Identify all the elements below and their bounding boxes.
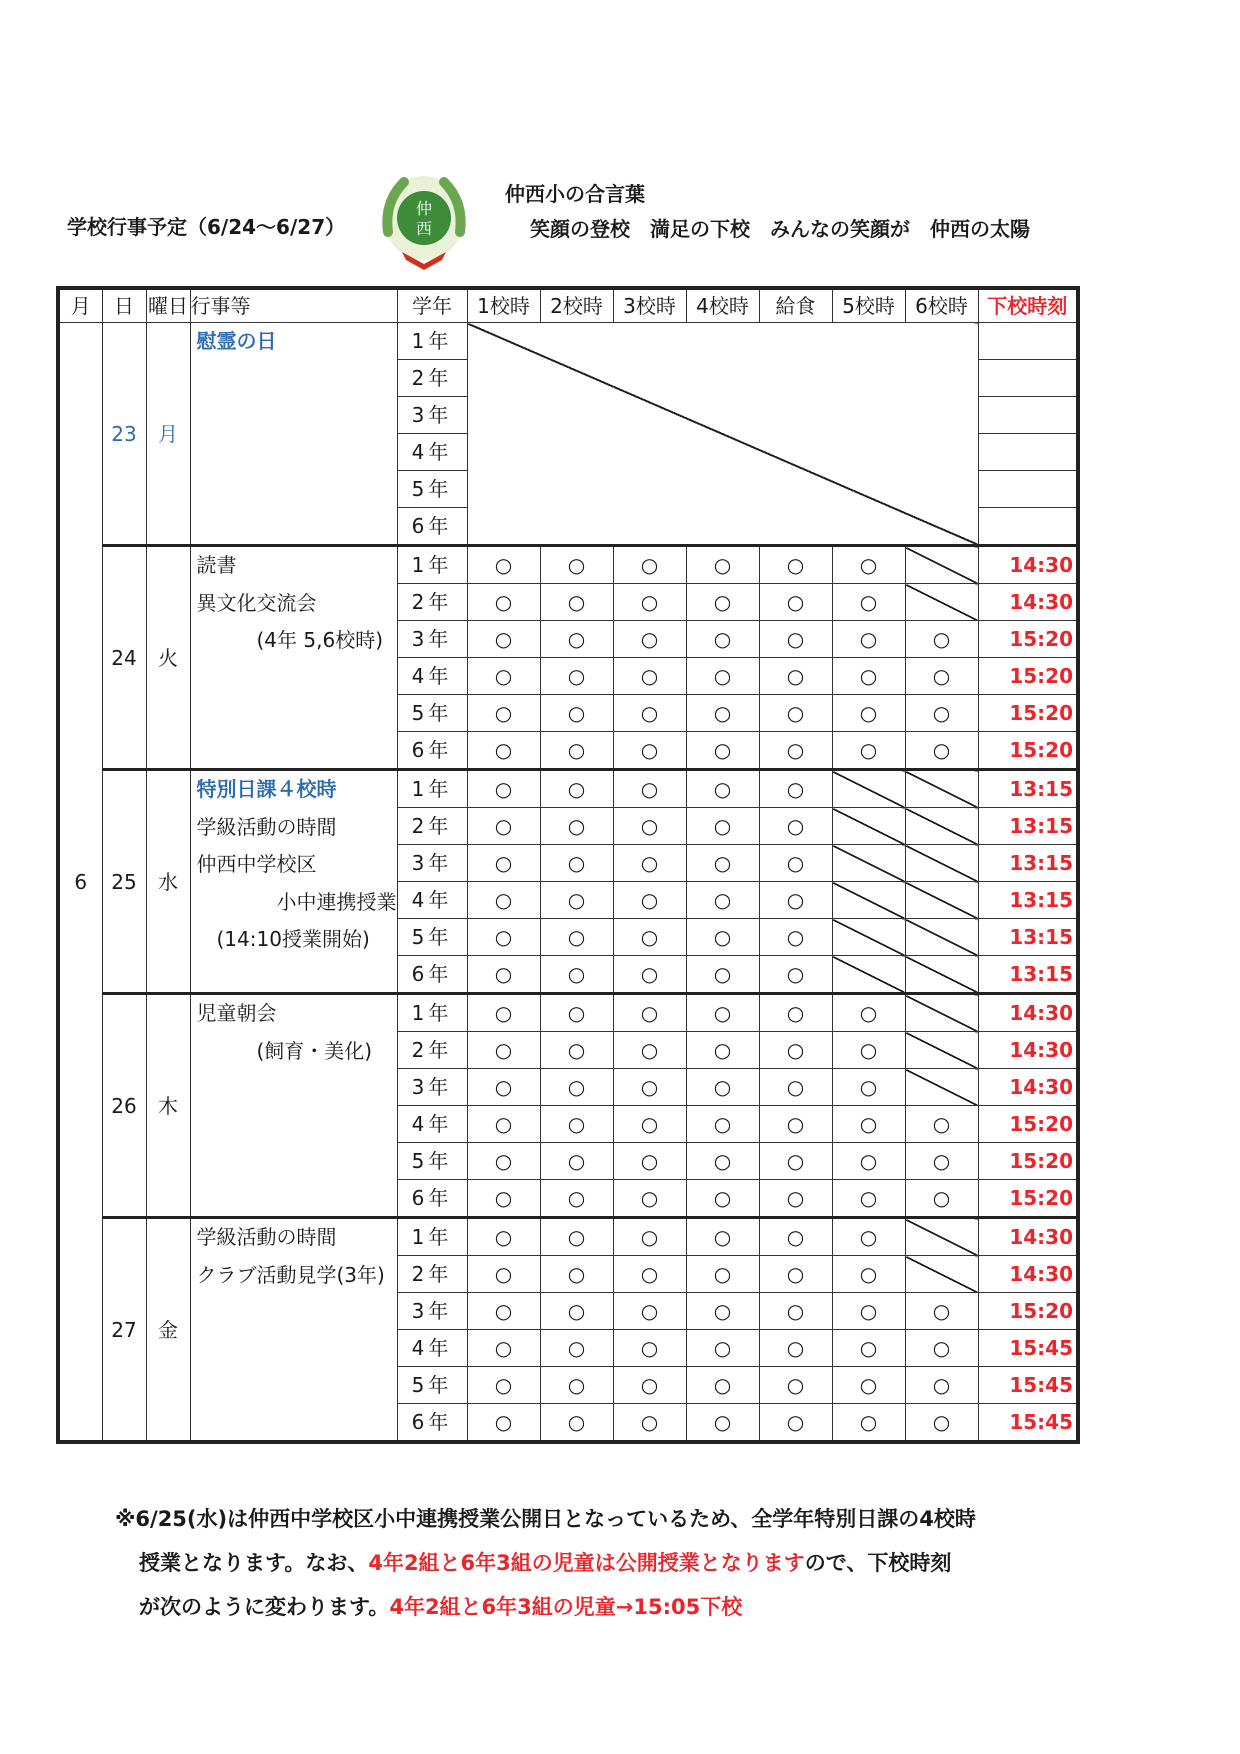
col-header: 5校時 (832, 288, 905, 323)
period-mark: ○ (832, 1180, 905, 1218)
col-header: 給食 (759, 288, 832, 323)
grade-cell: 6年 (397, 1404, 467, 1443)
period-mark: ○ (686, 994, 759, 1032)
date-cell: 24 (102, 546, 146, 770)
period-mark: ○ (540, 658, 613, 695)
period-mark: ○ (686, 658, 759, 695)
emblem-text-2: 西 (415, 219, 433, 238)
event-cell (190, 1218, 397, 1443)
period-mark: ○ (613, 1404, 686, 1443)
period-mark: ○ (905, 695, 978, 732)
period-mark: ○ (467, 845, 540, 882)
grade-cell: 4年 (397, 434, 467, 471)
period-mark: ○ (905, 1143, 978, 1180)
event-line: 児童朝会 (196, 1001, 277, 1025)
leave-time-cell: 14:30 (978, 1032, 1078, 1069)
period-none (905, 770, 978, 808)
period-mark: ○ (540, 956, 613, 994)
period-none (905, 919, 978, 956)
period-mark: ○ (540, 1032, 613, 1069)
schedule-title: 学校行事予定（6/24〜6/27） (67, 215, 346, 239)
grade-cell: 5年 (397, 471, 467, 508)
period-mark: ○ (832, 584, 905, 621)
grade-cell: 1年 (397, 770, 467, 808)
period-none (905, 546, 978, 584)
table-header (58, 288, 1078, 323)
period-mark: ○ (540, 919, 613, 956)
emblem-text-1: 仲 (415, 199, 433, 218)
leave-time-cell: 15:20 (978, 621, 1078, 658)
period-none (905, 956, 978, 994)
period-mark: ○ (686, 732, 759, 770)
period-mark: ○ (832, 1218, 905, 1256)
period-mark: ○ (832, 546, 905, 584)
period-mark: ○ (613, 1218, 686, 1256)
period-mark: ○ (832, 658, 905, 695)
period-mark: ○ (832, 1106, 905, 1143)
period-mark: ○ (467, 919, 540, 956)
leave-time-cell: 15:20 (978, 695, 1078, 732)
col-header: 行事等 (190, 288, 397, 323)
grade-cell: 6年 (397, 956, 467, 994)
leave-time-cell: 15:20 (978, 1180, 1078, 1218)
period-mark: ○ (759, 1106, 832, 1143)
period-mark: ○ (686, 1069, 759, 1106)
leave-time-cell: 13:15 (978, 919, 1078, 956)
period-mark: ○ (613, 919, 686, 956)
period-mark: ○ (540, 808, 613, 845)
footnote-line-3-red: 4年2組と6年3組の児童→15:05下校 (389, 1595, 743, 1619)
period-mark: ○ (686, 1180, 759, 1218)
period-mark: ○ (832, 695, 905, 732)
no-class-cell (467, 323, 978, 546)
leave-time-cell: 14:30 (978, 546, 1078, 584)
period-mark: ○ (759, 1256, 832, 1293)
period-mark: ○ (540, 994, 613, 1032)
event-line: 仲西中学校区 (196, 852, 317, 876)
leave-time-cell (978, 471, 1078, 508)
period-mark: ○ (759, 919, 832, 956)
weekday-cell: 水 (146, 770, 190, 994)
weekday-cell: 木 (146, 994, 190, 1218)
leave-time-cell: 13:15 (978, 956, 1078, 994)
period-mark: ○ (467, 546, 540, 584)
period-mark: ○ (686, 808, 759, 845)
period-mark: ○ (686, 1143, 759, 1180)
grade-cell: 6年 (397, 1180, 467, 1218)
period-mark: ○ (905, 621, 978, 658)
period-mark: ○ (467, 1218, 540, 1256)
period-mark: ○ (467, 956, 540, 994)
motto-title: 仲西小の合言葉 (505, 182, 645, 206)
grade-cell: 2年 (397, 584, 467, 621)
event-line: 読書 (196, 553, 237, 577)
period-mark: ○ (759, 1180, 832, 1218)
period-mark: ○ (467, 584, 540, 621)
period-mark: ○ (686, 882, 759, 919)
period-mark: ○ (832, 1367, 905, 1404)
period-mark: ○ (686, 695, 759, 732)
leave-time-cell: 15:45 (978, 1330, 1078, 1367)
leave-time-cell: 14:30 (978, 584, 1078, 621)
grade-cell: 5年 (397, 695, 467, 732)
col-header: 1校時 (467, 288, 540, 323)
leave-time-cell: 13:15 (978, 808, 1078, 845)
grade-cell: 3年 (397, 621, 467, 658)
period-mark: ○ (613, 770, 686, 808)
period-mark: ○ (686, 919, 759, 956)
date-cell: 23 (102, 323, 146, 546)
grade-cell: 2年 (397, 1256, 467, 1293)
period-mark: ○ (759, 770, 832, 808)
period-mark: ○ (686, 1293, 759, 1330)
leave-time-cell: 13:15 (978, 770, 1078, 808)
period-mark: ○ (540, 546, 613, 584)
table-row (58, 1218, 1078, 1256)
period-mark: ○ (613, 956, 686, 994)
period-mark: ○ (686, 584, 759, 621)
period-mark: ○ (759, 695, 832, 732)
leave-time-cell: 15:20 (978, 1106, 1078, 1143)
period-mark: ○ (759, 994, 832, 1032)
period-mark: ○ (540, 732, 613, 770)
period-mark: ○ (832, 1069, 905, 1106)
period-mark: ○ (540, 695, 613, 732)
period-mark: ○ (832, 1404, 905, 1443)
grade-cell: 4年 (397, 1330, 467, 1367)
leave-time-cell (978, 360, 1078, 397)
col-header: 6校時 (905, 288, 978, 323)
grade-cell: 3年 (397, 1293, 467, 1330)
period-mark: ○ (832, 621, 905, 658)
grade-cell: 4年 (397, 658, 467, 695)
footnote (115, 1497, 1195, 1629)
period-mark: ○ (540, 1404, 613, 1443)
period-mark: ○ (759, 1330, 832, 1367)
leave-time-cell (978, 508, 1078, 546)
event-line: (飼育・美化) (196, 1038, 373, 1063)
period-mark: ○ (540, 1218, 613, 1256)
footnote-line-1: ※6/25(水)は仲西中学校区小中連携授業公開日となっているため、全学年特別日課の4校時 (115, 1507, 976, 1531)
period-mark: ○ (540, 1256, 613, 1293)
col-header: 曜日 (146, 288, 190, 323)
period-mark: ○ (686, 1367, 759, 1404)
weekday-cell: 火 (146, 546, 190, 770)
period-mark: ○ (467, 808, 540, 845)
period-mark: ○ (759, 732, 832, 770)
period-mark: ○ (467, 621, 540, 658)
col-header: 2校時 (540, 288, 613, 323)
event-line: 異文化交流会 (196, 590, 317, 615)
period-mark: ○ (759, 1367, 832, 1404)
period-mark: ○ (613, 1069, 686, 1106)
period-mark: ○ (540, 1106, 613, 1143)
period-mark: ○ (540, 584, 613, 621)
schedule-table (56, 286, 1080, 1444)
col-header: 学年 (397, 288, 467, 323)
leave-time-cell (978, 397, 1078, 434)
leave-time-cell: 14:30 (978, 1069, 1078, 1106)
grade-cell: 3年 (397, 1069, 467, 1106)
period-mark: ○ (759, 808, 832, 845)
period-mark: ○ (832, 1330, 905, 1367)
period-mark: ○ (613, 882, 686, 919)
grade-cell: 1年 (397, 1218, 467, 1256)
leave-time-cell (978, 434, 1078, 471)
period-mark: ○ (686, 845, 759, 882)
grade-cell: 5年 (397, 1143, 467, 1180)
period-mark: ○ (613, 1367, 686, 1404)
period-none (905, 1069, 978, 1106)
period-mark: ○ (613, 994, 686, 1032)
grade-cell: 6年 (397, 732, 467, 770)
grade-cell: 3年 (397, 845, 467, 882)
grade-cell: 2年 (397, 360, 467, 397)
period-mark: ○ (613, 1180, 686, 1218)
period-mark: ○ (540, 1293, 613, 1330)
period-mark: ○ (467, 882, 540, 919)
weekday-cell: 金 (146, 1218, 190, 1443)
leave-time-cell: 15:20 (978, 1143, 1078, 1180)
period-mark: ○ (686, 1106, 759, 1143)
period-none (832, 956, 905, 994)
period-mark: ○ (467, 1032, 540, 1069)
period-mark: ○ (686, 1032, 759, 1069)
period-none (905, 1032, 978, 1069)
period-none (905, 1218, 978, 1256)
period-mark: ○ (540, 1367, 613, 1404)
footnote-line-2-a: 授業となります。なお、 (139, 1551, 369, 1575)
month-cell: 6 (58, 323, 102, 1443)
period-mark: ○ (832, 732, 905, 770)
table-row (58, 546, 1078, 584)
footnote-line-2 (115, 1541, 1195, 1585)
period-mark: ○ (467, 1256, 540, 1293)
date-cell: 27 (102, 1218, 146, 1443)
period-mark: ○ (759, 956, 832, 994)
period-none (832, 808, 905, 845)
event-line: 特別日課４校時 (196, 777, 337, 801)
period-mark: ○ (613, 845, 686, 882)
date-cell: 26 (102, 994, 146, 1218)
leave-time-cell: 13:15 (978, 882, 1078, 919)
grade-cell: 4年 (397, 1106, 467, 1143)
period-mark: ○ (540, 1180, 613, 1218)
period-mark: ○ (613, 621, 686, 658)
period-mark: ○ (832, 1143, 905, 1180)
period-none (832, 882, 905, 919)
period-mark: ○ (686, 621, 759, 658)
event-line: 学級活動の時間 (196, 1225, 337, 1249)
period-mark: ○ (686, 1256, 759, 1293)
period-mark: ○ (613, 658, 686, 695)
leave-time-cell: 15:20 (978, 658, 1078, 695)
grade-cell: 1年 (397, 994, 467, 1032)
col-header: 日 (102, 288, 146, 323)
period-mark: ○ (686, 1404, 759, 1443)
period-mark: ○ (467, 1106, 540, 1143)
weekday-cell: 月 (146, 323, 190, 546)
leave-time-cell: 14:30 (978, 1256, 1078, 1293)
period-mark: ○ (613, 1330, 686, 1367)
period-mark: ○ (540, 1330, 613, 1367)
period-mark: ○ (540, 1069, 613, 1106)
period-mark: ○ (759, 584, 832, 621)
period-mark: ○ (686, 956, 759, 994)
col-header: 4校時 (686, 288, 759, 323)
period-mark: ○ (905, 732, 978, 770)
period-mark: ○ (905, 1180, 978, 1218)
event-line: クラブ活動見学(3年) (196, 1262, 385, 1287)
period-mark: ○ (905, 658, 978, 695)
period-mark: ○ (540, 621, 613, 658)
footnote-line-3-a: が次のように変わります。 (139, 1595, 390, 1619)
period-mark: ○ (467, 695, 540, 732)
period-mark: ○ (686, 1330, 759, 1367)
period-none (905, 808, 978, 845)
period-mark: ○ (613, 1032, 686, 1069)
period-mark: ○ (540, 845, 613, 882)
date-cell: 25 (102, 770, 146, 994)
period-mark: ○ (613, 1293, 686, 1330)
event-line: 慰霊の日 (196, 329, 277, 353)
grade-cell: 1年 (397, 323, 467, 360)
period-mark: ○ (540, 1143, 613, 1180)
period-mark: ○ (905, 1367, 978, 1404)
period-mark: ○ (686, 546, 759, 584)
table-row (58, 323, 1078, 360)
period-mark: ○ (613, 1143, 686, 1180)
period-none (832, 770, 905, 808)
period-mark: ○ (686, 770, 759, 808)
event-cell (190, 994, 397, 1218)
period-mark: ○ (613, 808, 686, 845)
leave-time-cell: 15:20 (978, 732, 1078, 770)
period-mark: ○ (467, 994, 540, 1032)
period-mark: ○ (759, 1069, 832, 1106)
leave-time-cell: 13:15 (978, 845, 1078, 882)
leave-time-cell (978, 323, 1078, 360)
period-mark: ○ (905, 1106, 978, 1143)
grade-cell: 5年 (397, 919, 467, 956)
period-mark: ○ (759, 1404, 832, 1443)
period-mark: ○ (467, 1330, 540, 1367)
table-row (58, 770, 1078, 808)
footnote-line-2-b: ので、下校時刻 (804, 1551, 952, 1575)
period-mark: ○ (759, 1032, 832, 1069)
event-line: (14:10授業開始) (196, 927, 370, 951)
period-mark: ○ (759, 1218, 832, 1256)
period-none (905, 1256, 978, 1293)
period-mark: ○ (613, 732, 686, 770)
period-mark: ○ (467, 1404, 540, 1443)
period-none (905, 882, 978, 919)
period-none (905, 994, 978, 1032)
grade-cell: 4年 (397, 882, 467, 919)
period-mark: ○ (905, 1293, 978, 1330)
period-mark: ○ (613, 695, 686, 732)
period-mark: ○ (686, 1218, 759, 1256)
period-mark: ○ (540, 770, 613, 808)
period-mark: ○ (905, 1330, 978, 1367)
leave-time-cell: 14:30 (978, 1218, 1078, 1256)
period-mark: ○ (467, 1367, 540, 1404)
period-mark: ○ (467, 732, 540, 770)
period-mark: ○ (467, 1069, 540, 1106)
event-cell (190, 770, 397, 994)
leave-time-cell: 15:20 (978, 1293, 1078, 1330)
motto: 笑顔の登校 満足の下校 みんなの笑顔が 仲西の太陽 (530, 217, 1030, 241)
leave-time-cell: 15:45 (978, 1367, 1078, 1404)
grade-cell: 3年 (397, 397, 467, 434)
period-none (832, 845, 905, 882)
period-mark: ○ (832, 994, 905, 1032)
grade-cell: 2年 (397, 1032, 467, 1069)
period-none (905, 584, 978, 621)
col-header: 下校時刻 (978, 288, 1078, 323)
period-mark: ○ (905, 1404, 978, 1443)
period-mark: ○ (467, 770, 540, 808)
event-line: (4年 5,6校時) (196, 628, 383, 652)
table-row (58, 994, 1078, 1032)
period-mark: ○ (759, 845, 832, 882)
period-mark: ○ (467, 658, 540, 695)
period-mark: ○ (759, 1143, 832, 1180)
period-mark: ○ (613, 1256, 686, 1293)
footnote-line-3 (115, 1585, 1195, 1629)
event-cell (190, 546, 397, 770)
period-mark: ○ (759, 621, 832, 658)
event-cell (190, 323, 397, 546)
period-mark: ○ (832, 1293, 905, 1330)
event-line: 学級活動の時間 (196, 814, 337, 839)
school-emblem-icon (378, 172, 470, 272)
period-mark: ○ (467, 1143, 540, 1180)
grade-cell: 1年 (397, 546, 467, 584)
period-mark: ○ (613, 546, 686, 584)
event-line: 小中連携授業 (196, 889, 397, 914)
grade-cell: 2年 (397, 808, 467, 845)
grade-cell: 6年 (397, 508, 467, 546)
period-mark: ○ (832, 1032, 905, 1069)
period-mark: ○ (832, 1256, 905, 1293)
period-mark: ○ (540, 882, 613, 919)
period-mark: ○ (759, 882, 832, 919)
leave-time-cell: 15:45 (978, 1404, 1078, 1443)
period-mark: ○ (613, 1106, 686, 1143)
leave-time-cell: 14:30 (978, 994, 1078, 1032)
period-mark: ○ (467, 1293, 540, 1330)
grade-cell: 5年 (397, 1367, 467, 1404)
period-mark: ○ (759, 1293, 832, 1330)
period-none (905, 845, 978, 882)
col-header: 3校時 (613, 288, 686, 323)
col-header: 月 (58, 288, 102, 323)
period-mark: ○ (759, 546, 832, 584)
period-mark: ○ (759, 658, 832, 695)
period-mark: ○ (613, 584, 686, 621)
footnote-line-2-red: 4年2組と6年3組の児童は公開授業となります (368, 1551, 805, 1575)
period-mark: ○ (467, 1180, 540, 1218)
period-none (832, 919, 905, 956)
